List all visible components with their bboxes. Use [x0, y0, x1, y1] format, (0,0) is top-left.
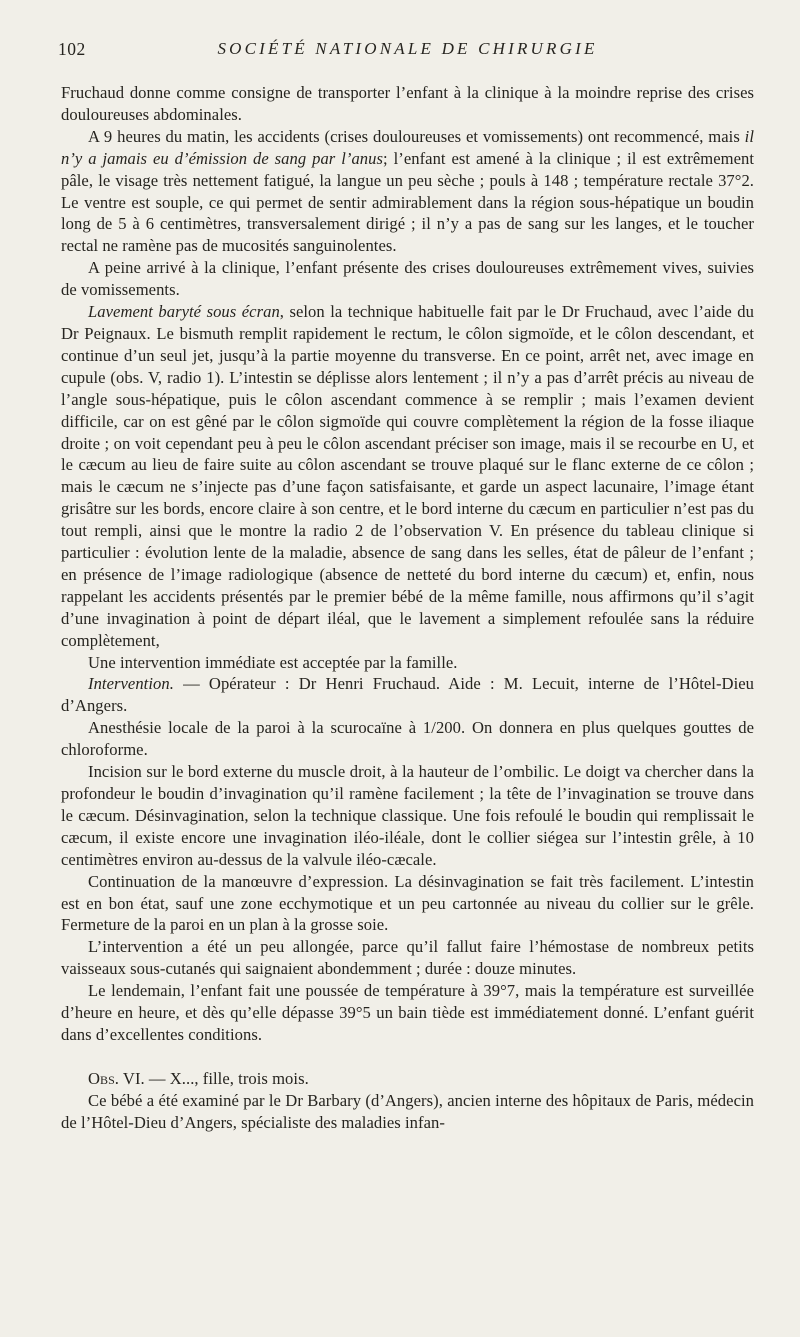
paragraph: Intervention. — Opérateur : Dr Henri Fruchaud. Aide : M. Lecuit, interne de l’Hôtel-Dieu d’Angers.: [61, 674, 754, 716]
italic-emphasis: il n’y a jamais eu d’émission de sang par l’anus: [61, 126, 754, 168]
paragraph: Lavement baryté sous écran, selon la technique habituelle fait par le Dr Fruchaud, avec l’aide du Dr Peignaux. Le bismuth remplit rapidement le rectum, le côlon sigmoïde, et le côlon descendant, et continue d’un seul jet, jusqu’à la partie moyenne du transverse. En ce point, arrêt net, avec image en cupule (obs. V, radio 1). L’intestin se déplisse alors lentement ; il n’y a pas d’arrêt précis au niveau de l’angle sous-hépatique, puis le côlon ascendant commence à se remplir ; mais l’examen devient difficile, car on est gêné par le côlon sigmoïde qui couvre complètement la région de la fosse iliaque droite ; on voit cependant peu à peu le côlon ascendant préciser son image, mais il se recourbe en U, et le cæcum au lieu de faire suite au côlon ascendant se trouve plaqué sur le flanc externe de ce côlon ; mais le cæcum ne s’injecte pas d’une façon satisfaisante, et garde un aspect lacunaire, l’image étant grisâtre sur les bords, encore claire à son centre, et le bord interne du cæcum en particulier n’est pas du tout rempli, ainsi que le montre la radio 2 de l’observation V. En présence du tableau clinique si particulier : évolution lente de la maladie, absence de sang dans les selles, état de pâleur de l’enfant ; en présence de l’image radiologique (absence de netteté du bord interne du cæcum) et, enfin, nous rappelant les accidents présentés par le premier bébé de la même famille, nous affirmons qu’il s’agit d’une invagination à point de départ iléal, que le lavement a simplement refoulée sans la réduire complètement,: [61, 302, 754, 650]
paragraph: Anesthésie locale de la paroi à la scurocaïne à 1/200. On donnera en plus quelques gouttes de chloroforme.: [61, 718, 754, 760]
page-header: [58, 36, 754, 62]
observation-label: Obs. VI.: [88, 1068, 145, 1088]
section-label: Intervention.: [88, 674, 174, 694]
paragraph: A 9 heures du matin, les accidents (crises douloureuses et vomissements) ont recommencé, mais il n’y a jamais eu d’émission de sang par l’anus; l’enfant est amené à la clinique ; il est extrêmement pâle, le visage très nettement fatigué, la langue un peu sèche ; pouls à 148 ; température rectale 37°2. Le ventre est souple, ce qui permet de sentir admirablement dans la région sous-hépatique un boudin long de 5 à 6 centimètres, transversalement dirigé ; il n’y a pas de sang sur les langes, et le toucher rectal ne ramène pas de mucosités sanguinolentes.: [61, 126, 755, 256]
paragraph: Ce bébé a été examiné par le Dr Barbary (d’Angers), ancien interne des hôpitaux de Paris, médecin de l’Hôtel-Dieu d’Angers, spécialiste des maladies infan-: [61, 1090, 754, 1132]
paragraph: Le lendemain, l’enfant fait une poussée de température à 39°7, mais la température est surveillée d’heure en heure, et dès qu’elle dépasse 39°5 un bain tiède est immédiatement donné. L’enfant guérit dans d’excellentes conditions.: [61, 981, 754, 1044]
running-title: SOCIÉTÉ NATIONALE DE CHIRURGIE: [217, 39, 598, 58]
paragraph: Incision sur le bord externe du muscle droit, à la hauteur de l’ombilic. Le doigt va chercher dans la profondeur le boudin d’invagination qu’il ramène facilement ; la tête de l’invagination se trouve dans le cæcum. Désinvagination, selon la technique classique. Une fois refoulé le boudin qui remplissait le cæcum, il existe encore une invagination iléo-iléale, dont le collier siégea sur l’intestin grêle, à 10 centimètres environ au-dessus de la valvule iléo-cæcale.: [61, 762, 754, 869]
paragraph: Fruchaud donne comme consigne de transporter l’enfant à la clinique à la moindre reprise des crises douloureuses abdominales.: [61, 83, 754, 124]
italic-emphasis: Lavement baryté sous écran: [88, 302, 280, 322]
paragraph: Une intervention immédiate est acceptée par la famille.: [88, 652, 458, 672]
document-page: [58, 36, 755, 1134]
body-text: [61, 82, 754, 1134]
paragraph: L’intervention a été un peu allongée, parce qu’il fallut faire l’hémostase de nombreux petits vaisseaux sous-cutanés qui saignaient abondemment ; durée : douze minutes.: [61, 937, 754, 979]
paragraph: A peine arrivé à la clinique, l’enfant présente des crises douloureuses extrêmement vives, suivies de vomissements.: [61, 258, 754, 300]
page-number: 102: [58, 39, 86, 59]
observation-heading: Obs. VI. — X..., fille, trois mois.: [88, 1068, 309, 1088]
paragraph: Continuation de la manœuvre d’expression. La désinvagination se fait très facilement. L’intestin est en bon état, sauf une zone ecchymotique et un peu cartonnée au niveau du collier sur le grêle. Fermeture de la paroi en un plan à la grosse soie.: [61, 871, 754, 935]
